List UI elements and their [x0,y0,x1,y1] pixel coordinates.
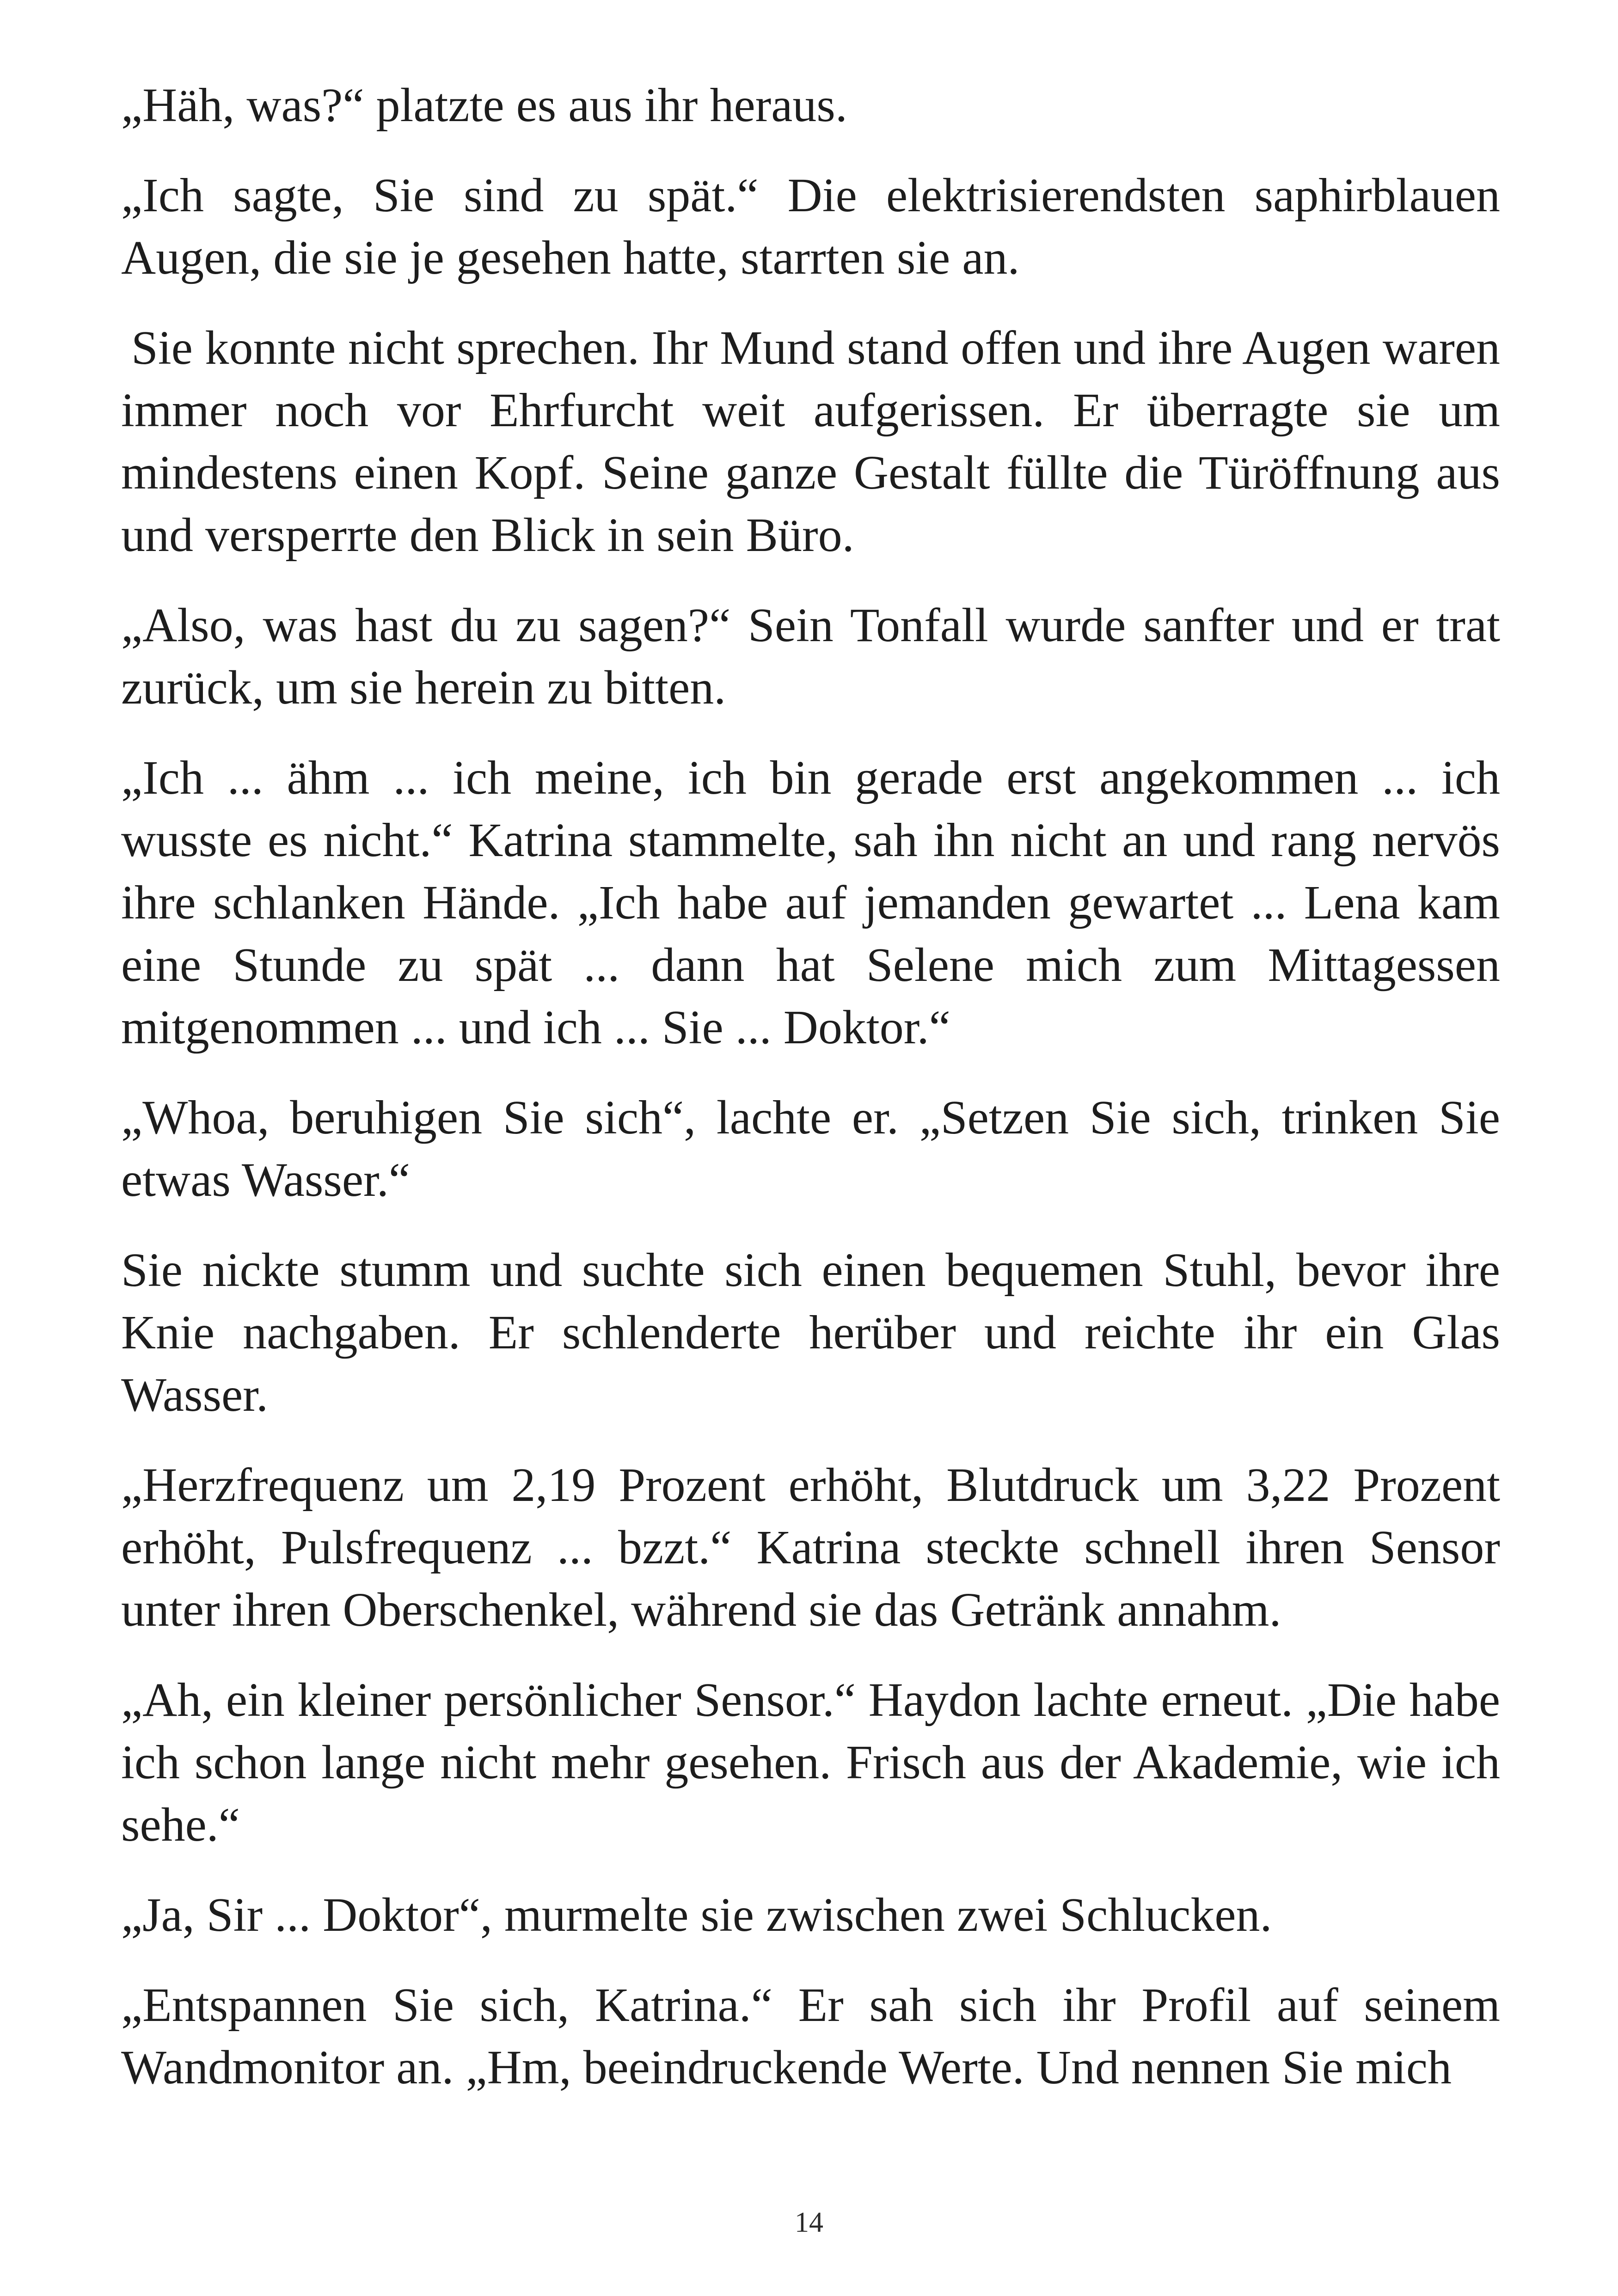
paragraph: „Also, was hast du zu sagen?“ Sein Tonfall wurde sanfter und er trat zurück, um sie herein zu bitten. [121,599,1500,714]
paragraph: „Herzfrequenz um 2,19 Prozent erhöht, Blutdruck um 3,22 Prozent erhöht, Pulsfrequenz ... bzzt.“ Katrina steckte schnell ihren Sensor unter ihren Oberschenkel, während sie das Getränk annahm. [121,1458,1500,1636]
paragraph: „Whoa, beruhigen Sie sich“, lachte er. „Setzen Sie sich, trinken Sie etwas Wasser.“ [121,1091,1500,1206]
paragraph: „Ich ... ähm ... ich meine, ich bin gerade erst angekommen ... ich wusste es nicht.“ Katrina stammelte, sah ihn nicht an und rang nervös ihre schlanken Hände. „Ich habe auf jemanden gewartet ... Lena kam eine Stunde zu spät ... dann hat Selene mich zum Mittagessen mitgenommen ... und ich ... Sie ... Doktor.“ [121,751,1500,1054]
paragraph: „Ich sagte, Sie sind zu spät.“ Die elektrisierendsten saphirblauen Augen, die sie je gesehen hatte, starrten sie an. [121,169,1500,284]
paragraph: „Ah, ein kleiner persönlicher Sensor.“ Haydon lachte erneut. „Die habe ich schon lange nicht mehr gesehen. Frisch aus der Akademie, wie ich sehe.“ [121,1673,1500,1851]
paragraph: „Häh, was?“ platzte es aus ihr heraus. [121,79,847,132]
paragraph: Sie konnte nicht sprechen. Ihr Mund stand offen und ihre Augen waren immer noch vor Ehrfurcht weit aufgerissen. Er überragte sie um mindestens einen Kopf. Seine ganze Gestalt füllte die Türöffnung aus und versperrte den Blick in sein Büro. [121,321,1500,562]
page-number: 14 [795,2207,823,2238]
paragraph: „Entspannen Sie sich, Katrina.“ Er sah sich ihr Profil auf seinem Wandmonitor an. „Hm, beeindruckende Werte. Und nennen Sie mich [121,1978,1500,2094]
paragraph: „Ja, Sir ... Doktor“, murmelte sie zwischen zwei Schlucken. [121,1888,1272,1941]
body-text [121,74,1500,2126]
paragraph: Sie nickte stumm und suchte sich einen bequemen Stuhl, bevor ihre Knie nachgaben. Er schlenderte herüber und reichte ihr ein Glas Wasser. [121,1243,1500,1421]
